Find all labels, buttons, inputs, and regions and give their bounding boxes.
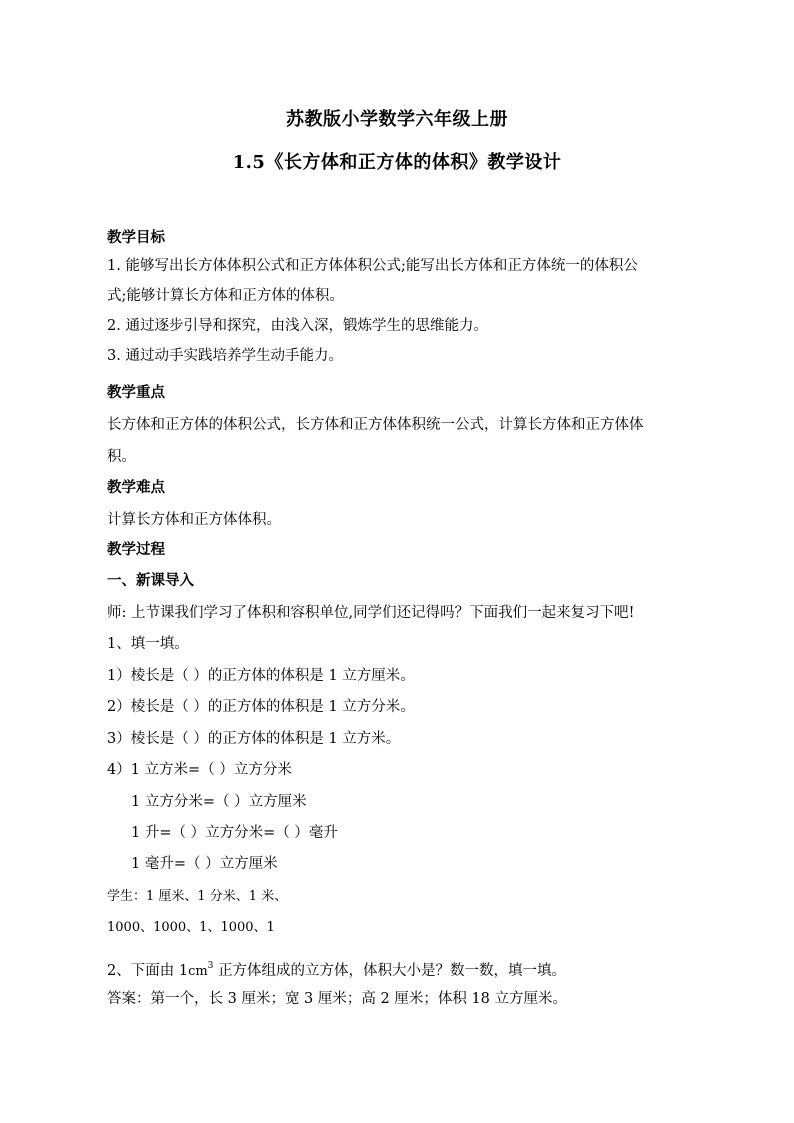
question-2-suffix: 正方体组成的立方体，体积大小是？数一数，填一填。 [213,963,567,979]
objectives-line-2: 式;能够计算长方体和正方体的体积。 [107,288,344,304]
teacher-line: 师: 上节课我们学习了体积和容积单位,同学们还记得吗？下面我们一起来复习下吧! [107,605,635,621]
key-points-line-2: 积。 [107,449,136,465]
key-points-line-1: 长方体和正方体的体积公式，长方体和正方体体积统一公式，计算长方体和正方体体 [107,417,644,433]
question-2-unit: cm [188,964,208,979]
student-answers-line-2: 1000、1000、1、1000、1 [107,920,275,935]
question-4c: 1 升=（ ）立方分米=（ ）毫升 [131,825,338,841]
difficulties-heading: 教学难点 [107,479,165,496]
difficulties-line-1: 计算长方体和正方体体积。 [107,512,281,528]
question-2-cube [107,956,566,982]
section-new-lesson: 一、新课导入 [107,572,194,589]
question-2: 2）棱长是（ ）的正方体的体积是 1 立方分米。 [107,699,415,715]
student-answers-line-1: 学生：1 厘米、1 分米、1 米、 [107,889,288,904]
fill-in-title: 1、填一填。 [107,636,189,652]
key-points-heading: 教学重点 [107,384,165,401]
document-subtitle: 1.5《长方体和正方体的体积》教学设计 [232,152,562,173]
question-2-exponent: 3 [207,961,214,971]
objectives-line-4: 3. 通过动手实践培养学生动手能力。 [107,348,343,364]
process-heading: 教学过程 [107,541,165,558]
question-1: 1）棱长是（ ）的正方体的体积是 1 立方厘米。 [107,668,415,684]
question-3: 3）棱长是（ ）的正方体的体积是 1 立方米。 [107,731,401,747]
objectives-line-3: 2. 通过逐步引导和探究，由浅入深，锻炼学生的思维能力。 [107,318,488,334]
question-4: 4）1 立方米=（ ）立方分米 [107,762,292,778]
objectives-line-1: 1. 能够写出长方体体积公式和正方体体积公式;能写出长方体和正方体统一的体积公 [107,258,638,274]
question-2-prefix: 2、下面由 1 [107,963,189,979]
objectives-heading: 教学目标 [107,229,165,246]
answer-line: 答案：第一个，长 3 厘米；宽 3 厘米；高 2 厘米；体积 18 立方厘米。 [107,991,567,1007]
document-title: 苏教版小学数学六年级上册 [286,109,508,130]
question-4b: 1 立方分米=（ ）立方厘米 [131,794,307,810]
question-4d: 1 毫升=（ ）立方厘米 [131,856,278,872]
